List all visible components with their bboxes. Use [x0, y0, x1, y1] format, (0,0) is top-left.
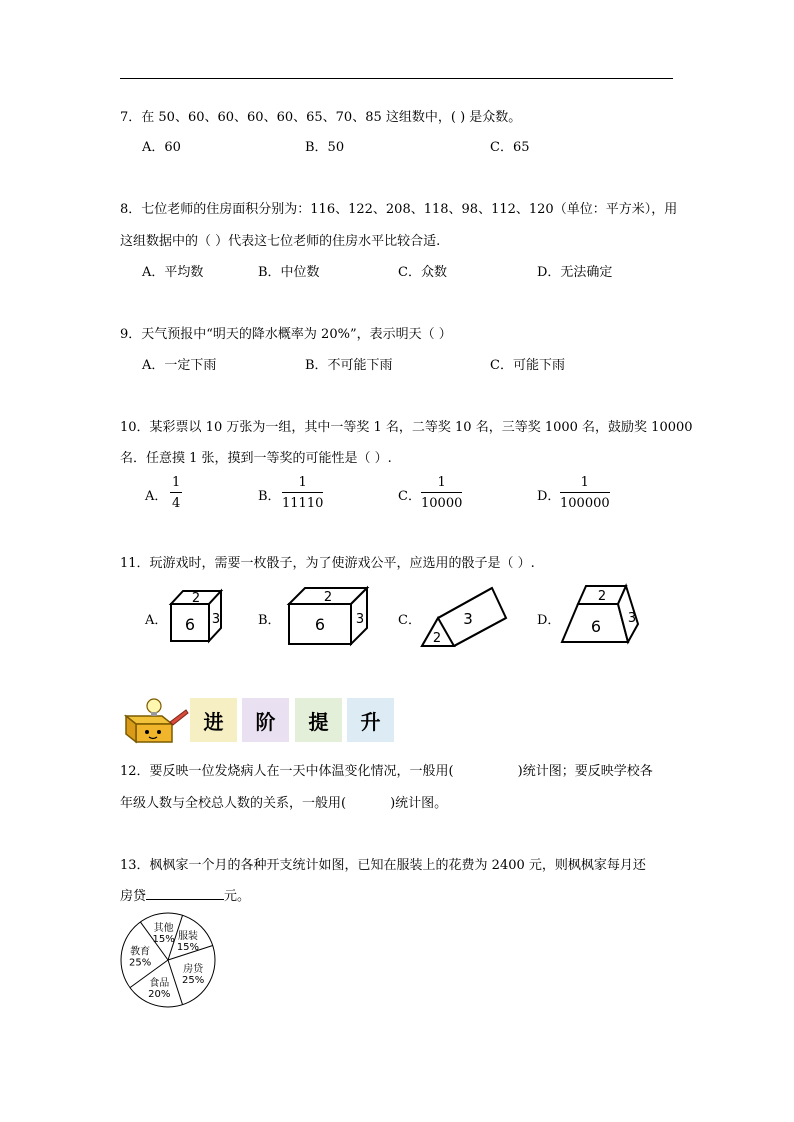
question-12-line2-end: )统计图。	[390, 796, 448, 811]
question-7-text: 7．在 50、60、60、60、60、65、70、85 这组数中，( ) 是众数。	[120, 110, 522, 125]
header-rule	[120, 78, 673, 79]
q8-option-d: D．无法确定	[537, 265, 613, 280]
q7-option-a: A．60	[142, 140, 181, 155]
section-tile-3	[295, 698, 342, 742]
section-title-char: 提	[308, 709, 329, 734]
q9-option-c: C．可能下雨	[490, 358, 565, 373]
die-top-number: 2	[323, 590, 333, 605]
q7-option-b: B．50	[305, 140, 345, 155]
die-top-number: 2	[597, 589, 607, 604]
die-front-number: 6	[590, 617, 602, 636]
pie-slice-label: 房贷	[183, 963, 204, 975]
fraction-denominator: 11110	[282, 496, 324, 511]
q10-option-b-label: B．	[258, 489, 281, 504]
q11-option-c-label: C．	[398, 613, 421, 628]
fraction-numerator: 1	[170, 476, 182, 493]
question-10-line1: 10．某彩票以 10 万张为一组，其中一等奖 1 名，二等奖 10 名，三等奖 1000 名，鼓励奖 10000	[120, 420, 693, 435]
die-front-number: 2	[432, 631, 442, 646]
die-front-number: 6	[184, 615, 196, 634]
die-side-number: 3	[627, 611, 637, 626]
fraction-denominator: 10000	[421, 496, 463, 511]
pie-slice-label: 食品	[149, 977, 170, 989]
question-12-line1	[120, 760, 653, 779]
section-title-char: 阶	[255, 709, 276, 734]
die-side-number: 3	[355, 612, 365, 627]
q10-option-a-label: A．	[145, 489, 168, 504]
q7-option-c: C．65	[490, 140, 530, 155]
pie-slice-value: 15%	[152, 934, 175, 946]
q9-option-a: A．一定下雨	[142, 358, 217, 373]
pie-slice-value: 15%	[176, 942, 200, 954]
section-title-char: 升	[360, 709, 381, 734]
question-13-line2	[120, 885, 250, 904]
fraction-denominator: 100000	[560, 496, 610, 511]
cube-die-image	[165, 586, 227, 644]
fraction-numerator: 1	[421, 476, 462, 493]
fraction-numerator: 1	[560, 476, 610, 493]
question-13-line1: 13．枫枫家一个月的各种开支统计如图，已知在服装上的花费为 2400 元，则枫枫家每月还	[120, 858, 646, 873]
mascot-box-icon	[118, 694, 190, 746]
expense-pie-chart	[118, 910, 218, 1010]
question-8-line2: 这组数据中的（ ）代表这七位老师的住房水平比较合适.	[120, 234, 441, 249]
die-top-number: 2	[191, 591, 201, 606]
q11-option-d-label: D．	[537, 613, 561, 628]
question-13-line2-end: 元。	[224, 889, 251, 904]
prism-die-image	[418, 582, 510, 650]
die-side-number: 3	[463, 610, 473, 628]
q10-option-a-fraction	[170, 476, 182, 510]
question-12-line1-start: 12．要反映一位发烧病人在一天中体温变化情况，一般用(	[120, 764, 454, 779]
q10-option-d-label: D．	[537, 489, 561, 504]
q8-option-c: C．众数	[398, 265, 447, 280]
question-13-line2-start: 房贷	[120, 889, 147, 904]
section-title-char: 进	[203, 709, 224, 734]
fraction-denominator: 4	[172, 496, 181, 511]
box-die-image	[283, 584, 371, 648]
answer-blank	[146, 885, 224, 900]
q11-option-b-label: B．	[258, 613, 281, 628]
question-11-text: 11．玩游戏时，需要一枚骰子，为了使游戏公平，应选用的骰子是（ ）.	[120, 556, 535, 571]
section-tile-4	[347, 698, 394, 742]
q10-option-c-label: C．	[398, 489, 421, 504]
q10-option-d-fraction	[560, 476, 610, 510]
question-12-line2	[120, 792, 447, 811]
pie-slice-value: 20%	[148, 988, 171, 1000]
fraction-numerator: 1	[282, 476, 323, 493]
q11-option-a-label: A．	[145, 613, 168, 628]
pie-slice-label: 其他	[153, 923, 174, 935]
question-12-line2-start: 年级人数与全校总人数的关系，一般用(	[120, 796, 347, 811]
q8-option-b: B．中位数	[258, 265, 320, 280]
pie-slice-value: 25%	[182, 974, 205, 986]
pie-slice-label: 教育	[130, 946, 151, 958]
section-tile-1	[190, 698, 237, 742]
pie-slice-value: 25%	[129, 957, 152, 969]
q10-option-b-fraction	[282, 476, 323, 510]
die-side-number: 3	[211, 612, 221, 627]
frustum-die-image	[556, 582, 642, 648]
die-front-number: 6	[314, 615, 326, 634]
pie-slice-label: 服装	[177, 931, 198, 943]
question-8-line1: 8．七位老师的住房面积分别为：116、122、208、118、98、112、120（单位：平方米），用	[120, 202, 678, 217]
question-10-line2: 名．任意摸 1 张，摸到一等奖的可能性是（ ）.	[120, 451, 392, 466]
q10-option-c-fraction	[421, 476, 462, 510]
question-9-text: 9．天气预报中“明天的降水概率为 20%”，表示明天（ ）	[120, 327, 452, 342]
section-tile-2	[242, 698, 289, 742]
question-12-line1-end: )统计图；要反映学校各	[517, 764, 653, 779]
q8-option-a: A．平均数	[142, 265, 204, 280]
q9-option-b: B．不可能下雨	[305, 358, 393, 373]
